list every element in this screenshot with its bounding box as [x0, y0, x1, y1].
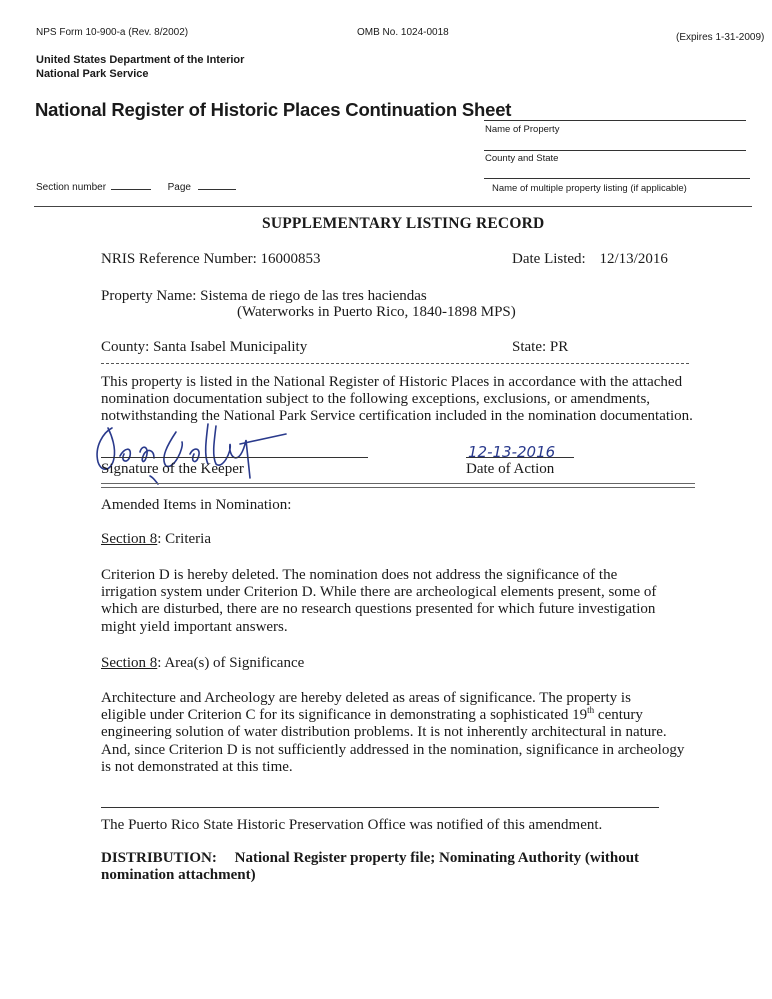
amendment-significance-heading	[101, 654, 304, 673]
distribution-line-1: National Register property file; Nominating Authority (without	[234, 850, 640, 866]
section-number-blank	[111, 180, 151, 190]
multiple-listing-line	[484, 178, 750, 179]
distribution-label: DISTRIBUTION:	[101, 850, 217, 866]
county-state-line	[484, 150, 746, 151]
significance-line-3: engineering solution of water distribution problems. It is not inherently architectural in nature.	[101, 724, 667, 740]
listing-statement-line-3: notwithstanding the National Park Service certification included in the nomination documentation.	[101, 408, 693, 424]
county-row	[101, 338, 307, 357]
nris-row	[101, 250, 321, 269]
record-heading: SUPPLEMENTARY LISTING RECORD	[262, 215, 545, 232]
section-number-label: Section number	[36, 182, 107, 193]
criteria-line-3: which are disturbed, there are no research questions presented for which future investigation	[101, 601, 656, 617]
significance-line-2-tail: century	[594, 707, 643, 723]
double-divider	[101, 483, 695, 488]
sheet-title: National Register of Historic Places Continuation Sheet	[35, 99, 512, 120]
name-of-property-line	[484, 120, 746, 121]
county-value: Santa Isabel Municipality	[153, 339, 308, 355]
date-listed-value: 12/13/2016	[599, 251, 668, 267]
listing-statement-line-2: nomination documentation subject to the following exceptions, exclusions, or amendments,	[101, 391, 651, 407]
county-label: County:	[101, 339, 150, 355]
expiration-date: (Expires 1-31-2009)	[676, 32, 765, 43]
property-name-value: Sistema de riego de las tres haciendas	[200, 288, 427, 304]
superscript-th: th	[587, 705, 595, 715]
property-name-label: Property Name:	[101, 288, 197, 304]
significance-topic: : Area(s) of Significance	[157, 655, 305, 671]
footer-divider	[101, 807, 659, 808]
page-blank	[198, 180, 236, 190]
page-label: Page	[167, 182, 191, 193]
date-listed-label: Date Listed:	[512, 251, 586, 267]
section-8-link-2: Section 8	[101, 655, 158, 671]
section-page-row	[36, 180, 236, 193]
name-of-property-label: Name of Property	[485, 124, 560, 135]
amendment-criteria-heading	[101, 530, 211, 549]
shpo-notice: The Puerto Rico State Historic Preservation Office was notified of this amendment.	[101, 817, 603, 833]
dashed-divider	[101, 363, 689, 364]
significance-line-4: And, since Criterion D is not sufficiently addressed in the nomination, significance in archeology	[101, 742, 685, 758]
nris-label: NRIS Reference Number:	[101, 251, 257, 267]
state-label: State:	[512, 339, 547, 355]
distribution-line-2: nomination attachment)	[101, 867, 256, 883]
criteria-line-4: might yield important answers.	[101, 619, 288, 635]
nris-value: 16000853	[260, 251, 321, 267]
signature-line	[101, 457, 368, 458]
department-name: United States Department of the Interior	[36, 54, 245, 66]
form-number: NPS Form 10-900-a (Rev. 8/2002)	[36, 27, 189, 38]
criteria-line-2: irrigation system under Criterion D. While there are archeological elements present, some of	[101, 584, 657, 600]
omb-number: OMB No. 1024-0018	[357, 27, 449, 38]
date-action-label: Date of Action	[466, 461, 555, 477]
handwritten-date-text: 12-13-2016	[468, 443, 556, 461]
significance-line-2-text: eligible under Criterion C for its significance in demonstrating a sophisticated 19	[101, 707, 588, 723]
date-listed-row	[512, 250, 668, 269]
state-value: PR	[549, 339, 569, 355]
significance-line-1: Architecture and Archeology are hereby deleted as areas of significance. The property is	[101, 690, 631, 706]
signature-label: Signature of the Keeper	[101, 461, 244, 477]
county-state-label: County and State	[485, 153, 559, 164]
agency-name: National Park Service	[36, 68, 149, 80]
header-divider	[34, 206, 752, 207]
date-of-action-handwritten	[466, 440, 558, 462]
multiple-listing-label: Name of multiple property listing (if applicable)	[492, 183, 687, 194]
criteria-topic: : Criteria	[157, 531, 211, 547]
criteria-line-1: Criterion D is hereby deleted. The nomination does not address the significance of the	[101, 567, 618, 583]
section-8-link: Section 8	[101, 531, 158, 547]
date-action-line	[466, 457, 574, 458]
state-row	[512, 338, 568, 357]
listing-statement-line-1: This property is listed in the National Register of Historic Places in accordance with the attached	[101, 374, 683, 390]
amended-items-label: Amended Items in Nomination:	[101, 497, 292, 513]
significance-line-5: is not demonstrated at this time.	[101, 759, 293, 775]
property-name-sub: (Waterworks in Puerto Rico, 1840-1898 MPS)	[237, 304, 516, 320]
